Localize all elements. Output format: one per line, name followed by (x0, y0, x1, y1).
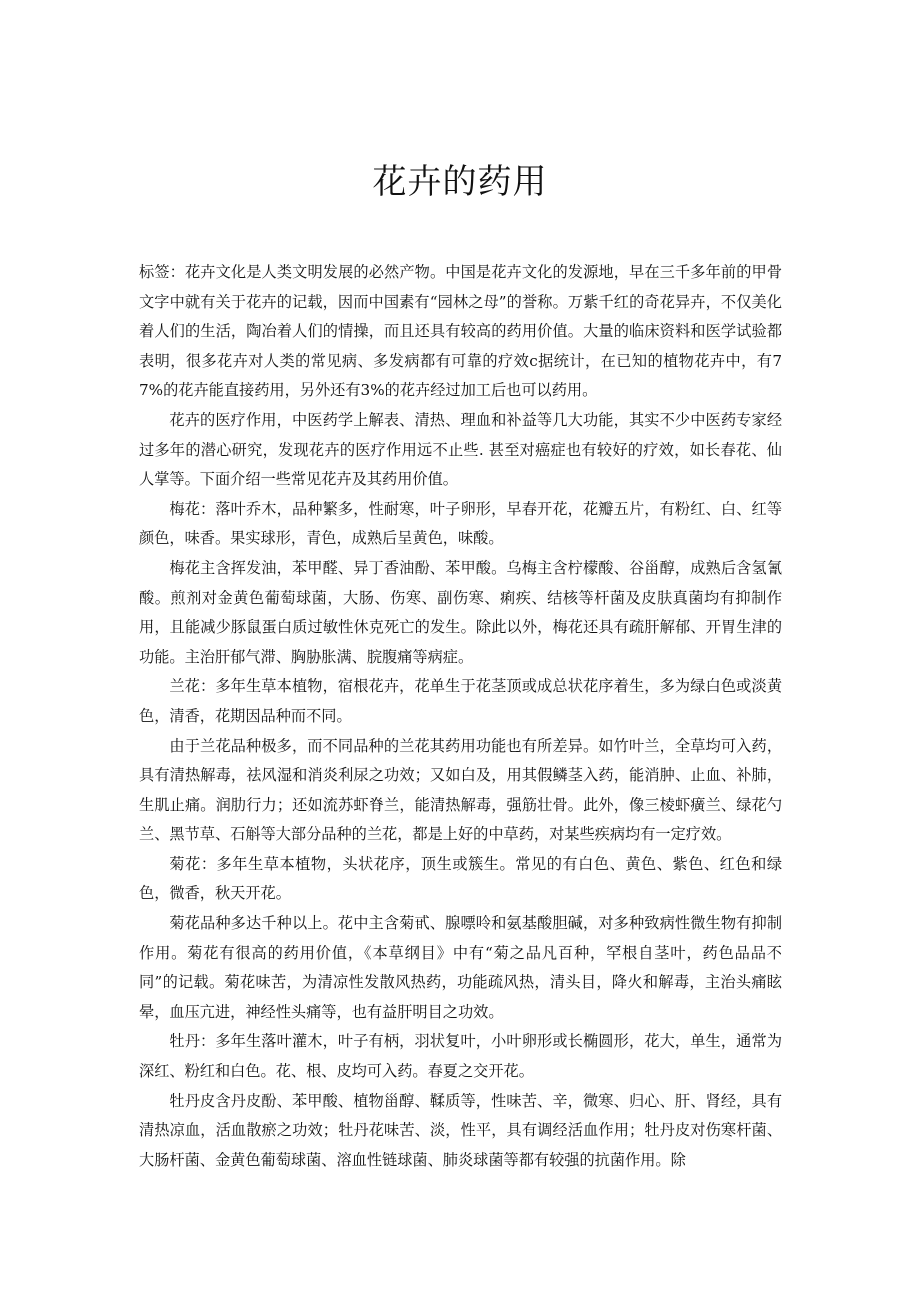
document-title: 花卉的药用 (372, 162, 548, 202)
paragraph-intro: 标签：花卉文化是人类文明发展的必然产物。中国是花卉文化的发源地，早在三千多年前的甲骨文字中就有关于花卉的记载，因而中国素有“园林之母”的誉称。万紫千红的奇花异卉，不仅美化着人们的生活，陶冶着人们的情操，而且还具有较高的药用价值。大量的临床资料和医学试验都表明，很多花卉对人类的常见病、多发病都有可靠的疗效c据统计，在已知的植物花卉中，有77%的花卉能直接药用，另外还有3%的花卉经过加工后也可以药用。 (139, 263, 782, 400)
paragraph-peony-description: 牡丹：多年生落叶灌木，叶子有柄，羽状复叶，小叶卵形或长椭圆形，花大，单生，通常为深红、粉红和白色。花、根、皮均可入药。春夏之交开花。 (139, 1032, 782, 1081)
paragraph-orchid-medicinal: 由于兰花品种极多，而不同品种的兰花其药用功能也有所差异。如竹叶兰，全草均可入药，具有清热解毒，祛风湿和消炎利尿之功效；又如白及，用其假鳞茎入药，能消肿、止血、补肺，生肌止痛。润肋行力；还如流苏虾脊兰，能清热解毒，强筋壮骨。此外，像三棱虾癀兰、绿花勺兰、黑节草、石斛等大部分品种的兰花，都是上好的中草药，对某些疾病均有一定疗效。 (139, 736, 782, 844)
paragraph-plum-description: 梅花：落叶乔木，品种繁多，性耐寒，叶子卵形，早春开花，花瓣五片，有粉红、白、红等颜色，味香。果实球形，青色，成熟后呈黄色，味酸。 (139, 499, 782, 548)
paragraph-chrysanthemum-description: 菊花：多年生草本植物，头状花序，顶生或簇生。常见的有白色、黄色、紫色、红色和绿色，微香，秋天开花。 (139, 854, 782, 903)
paragraph-medical-effects: 花卉的医疗作用，中医药学上解表、清热、理血和补益等几大功能，其实不少中医药专家经过多年的潜心研究，发现花卉的医疗作用远不止些. 甚至对癌症也有较好的疗效，如长春花、仙人掌等。下面介绍一些常见花卉及其药用价值。 (139, 410, 782, 489)
paragraph-orchid-description: 兰花：多年生草本植物，宿根花卉，花单生于花茎顶或成总状花序着生，多为绿白色或淡黄色，清香，花期因品种而不同。 (139, 677, 782, 725)
document-body (139, 258, 782, 1175)
paragraph-plum-medicinal: 梅花主含挥发油，苯甲醛、异丁香油酚、苯甲酸。乌梅主含柠檬酸、谷甾醇，成熟后含氢氰酸。煎剂对金黄色葡萄球菌，大肠、伤寒、副伤寒、痢疾、结核等杆菌及皮肤真菌均有抑制作用，且能减少豚鼠蛋白质过敏性休克死亡的发生。除此以外，梅花还具有疏肝解郁、开胃生津的功能。主治肝郁气滞、胸胁胀满、脘腹痛等病症。 (139, 558, 782, 666)
paragraph-chrysanthemum-medicinal: 菊花品种多达千种以上。花中主含菊甙、腺嘌呤和氨基酸胆碱，对多种致病性微生物有抑制作用。菊花有很高的药用价值，《本草纲目》中有“菊之品凡百种，罕根自茎叶，药色品品不同”的记载。菊花味苦，为清凉性发散风热药，功能疏风热，清头目，降火和解毒，主治头痛眩晕，血压亢进，神经性头痛等，也有益肝明目之功效。 (139, 914, 782, 1021)
paragraph-peony-medicinal: 牡丹皮含丹皮酚、苯甲酸、植物甾醇、鞣质等，性味苦、辛，微寒、归心、肝、肾经，具有清热凉血，活血散瘀之功效；牡丹花味苦、淡，性平，具有调经活血作用；牡丹皮对伤寒杆菌、大肠杆菌、金黄色葡萄球菌、溶血性链球菌、肺炎球菌等都有较强的抗菌作用。除 (139, 1091, 782, 1169)
